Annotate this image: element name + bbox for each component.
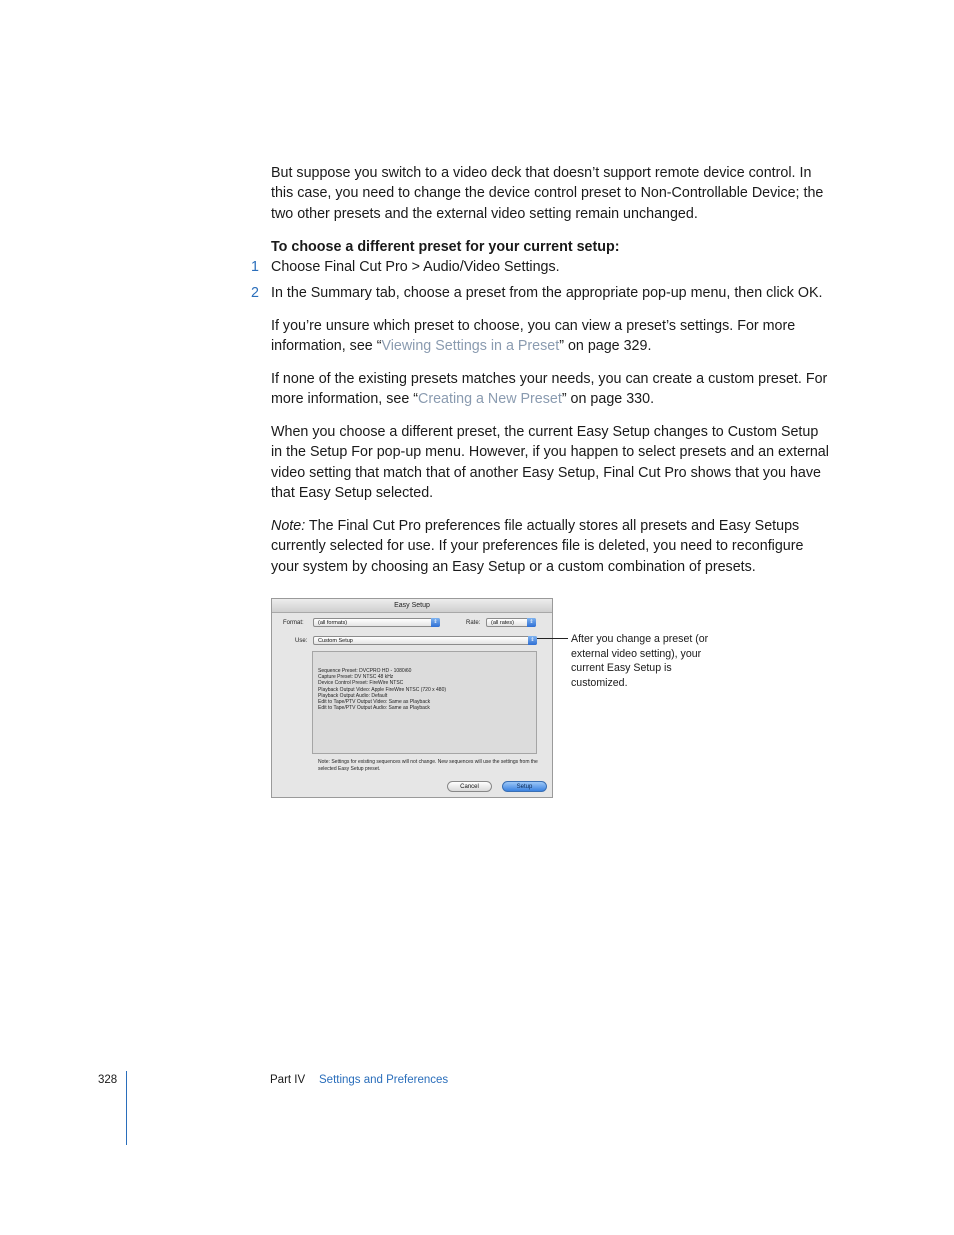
note-text: The Final Cut Pro preferences file actually stores all presets and Easy Setups currently selected for use. If your preferences file is deleted, you need to reconfigure your system by choosing an Easy Setup or a custom combination of presets.: [271, 518, 804, 575]
note-label: Note:: [271, 518, 306, 534]
text: If none of the existing presets matches your needs, you can create a custom preset. For more information, see “: [271, 371, 828, 408]
popup-arrows-icon: ⇕: [527, 618, 536, 627]
format-popup[interactable]: [313, 618, 440, 627]
setup-button[interactable]: Setup: [502, 781, 547, 792]
popup-arrows-icon: ⇕: [528, 636, 537, 645]
summary-line: Capture Preset: DV NTSC 48 kHz: [318, 674, 394, 681]
summary-line: Playback Output Audio: Default: [318, 692, 388, 699]
cross-reference-link[interactable]: Creating a New Preset: [418, 391, 562, 408]
format-label: Format:: [283, 620, 304, 626]
dialog-warning-text: Note: Settings for existing sequences will not change. New sequences will use the settings from the selected Easy Setup preset.: [318, 759, 538, 772]
footer-part-label: Part IV: [270, 1074, 306, 1086]
step-text: In the Summary tab, choose a preset from the appropriate pop-up menu, then click OK.: [271, 285, 823, 301]
use-value: Custom Setup: [318, 638, 353, 644]
settings-summary-box: [312, 651, 537, 754]
page-number: 328: [98, 1074, 118, 1086]
paragraph-custom-preset: [271, 369, 831, 410]
paragraph-intro: But suppose you switch to a video deck that doesn’t support remote device control. In this case, you need to change the device control preset to Non-Controllable Device; the two other presets and the external video setting remain unchanged.: [271, 165, 824, 222]
summary-line: Edit to Tape/PTV Output Video: Same as Playback: [318, 699, 431, 706]
note-paragraph: [271, 516, 831, 577]
footer-section-title: Settings and Preferences: [319, 1074, 449, 1086]
cancel-button[interactable]: Cancel: [447, 781, 492, 792]
step-number: 1: [251, 259, 259, 275]
paragraph-view-settings: [271, 316, 831, 357]
format-value: (all formats): [318, 620, 348, 626]
use-label: Use:: [295, 638, 308, 644]
popup-arrows-icon: ⇕: [431, 618, 440, 627]
rate-popup[interactable]: [486, 618, 536, 627]
paragraph-easy-setup: When you choose a different preset, the current Easy Setup changes to Custom Setup in the Setup For pop-up menu. However, if you happen to select presets and an external video setting that match that of another Easy Setup, Final Cut Pro shows that you have that Easy Setup selected.: [271, 424, 829, 501]
summary-line: Sequence Preset: DVCPRO HD - 1080i60: [318, 668, 412, 674]
text: ” on page 329.: [559, 338, 652, 355]
rate-value: (all rates): [491, 620, 514, 626]
rate-label: Rate:: [466, 620, 481, 626]
task-heading: To choose a different preset for your current setup:: [271, 239, 620, 255]
callout-text: After you change a preset (or external video setting), your current Easy Setup is customized.: [571, 633, 709, 689]
easy-setup-dialog-figure: [271, 598, 553, 798]
text: ” on page 330.: [561, 391, 655, 408]
cross-reference-link[interactable]: Viewing Settings in a Preset: [381, 338, 560, 355]
step-number: 2: [251, 285, 259, 301]
summary-line: Device Control Preset: FireWire NTSC: [318, 680, 404, 687]
summary-line: Playback Output Video: Apple FireWire NTSC (720 x 480): [318, 686, 447, 693]
callout-leader-line: [537, 638, 568, 639]
step-text: Choose Final Cut Pro > Audio/Video Settings.: [271, 259, 560, 275]
summary-line: Edit to Tape/PTV Output Audio: Same as Playback: [318, 705, 430, 712]
use-popup[interactable]: [313, 636, 537, 645]
footer-rule: [126, 1071, 127, 1145]
dialog-title: Easy Setup: [272, 599, 552, 613]
text: If you’re unsure which preset to choose, you can view a preset’s settings. For more information, see “: [271, 318, 796, 355]
